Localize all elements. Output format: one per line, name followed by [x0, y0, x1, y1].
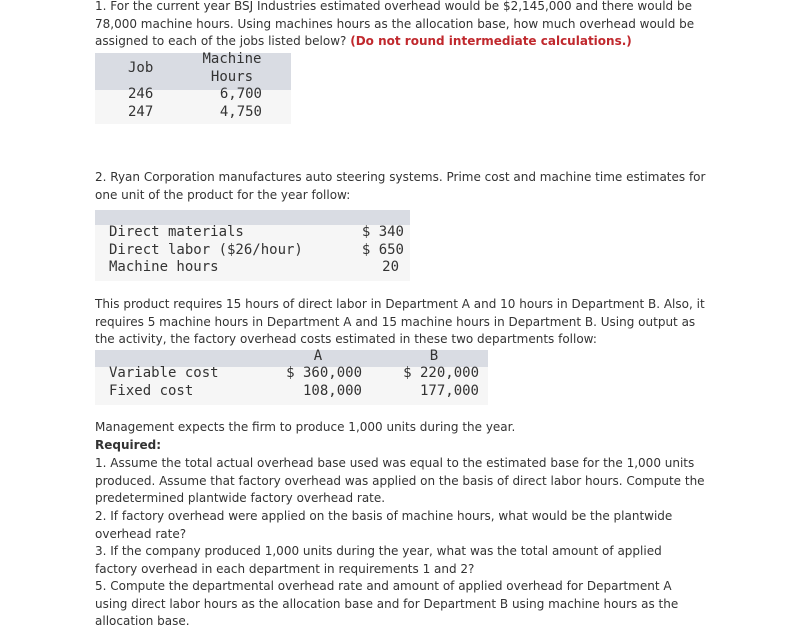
q1-col-hours-line1: Machine — [202, 51, 262, 67]
dept-row-b: 177,000 — [419, 383, 479, 399]
dept-row-a: 108,000 — [302, 383, 362, 399]
q1-col-job: Job — [128, 60, 154, 76]
q1-row-hours: 6,700 — [219, 86, 262, 102]
q2-intro: 2. Ryan Corporation manufactures auto steering systems. Prime cost and machine time estimates for one unit of the product for the year follow: — [95, 170, 706, 202]
dept-row-a: $ 360,000 — [286, 365, 362, 381]
required-heading: Required: — [95, 438, 162, 452]
q2-dept-text: This product requires 15 hours of direct labor in Department A and 10 hours in Department B. Also, it requires 5 machine hours in Department A and 15 machine hours in Department B. Using output as the activity, the factory overhead costs estimated in these two departments follow: — [95, 297, 705, 347]
q1-col-hours-line2: Hours — [210, 69, 254, 85]
q1-text — [95, 0, 715, 51]
cost-row-label: Direct materials — [109, 224, 244, 240]
cost-row-label: Direct labor ($26/hour) — [109, 242, 303, 258]
q1-row-job: 247 — [128, 104, 154, 120]
requirement-2: 2. If factory overhead were applied on the basis of machine hours, what would be the plantwide overhead rate? — [95, 509, 673, 541]
q1-question: 1. For the current year BSJ Industries estimated overhead would be $2,145,000 and there would be 78,000 machine hours. Using machines hours as the allocation base, how much overhead would be assigned to each of the jobs listed below? — [95, 0, 695, 49]
q2-mgmt: Management expects the firm to produce 1,000 units during the year. — [95, 420, 516, 434]
dept-col-a: A — [313, 348, 323, 364]
q1-rounding-note: (Do not round intermediate calculations.) — [350, 34, 632, 49]
cost-row-value: $ 340 — [361, 224, 404, 240]
cost-row-label: Machine hours — [109, 259, 219, 275]
requirement-5: 5. Compute the departmental overhead rate and amount of applied overhead for Department A using direct labor hours as the allocation base and for Department B using machine hours as the allocation base. — [95, 579, 679, 629]
q1-row-hours: 4,750 — [219, 104, 262, 120]
q1-row-job: 246 — [128, 86, 154, 102]
cost-row-value: $ 650 — [361, 242, 404, 258]
requirement-1: 1. Assume the total actual overhead base used was equal to the estimated base for the 1,000 units produced. Assume that factory overhead was applied on the basis of direct labor hours. Compute the predetermined plantwide factory overhead rate. — [95, 456, 705, 506]
cost-row-value: 20 — [382, 259, 399, 275]
q2-cost-table-header-bg — [95, 210, 410, 225]
dept-row-b: $ 220,000 — [403, 365, 479, 381]
requirement-3: 3. If the company produced 1,000 units during the year, what was the total amount of applied factory overhead in each department in requirements 1 and 2? — [95, 544, 662, 576]
dept-row-label: Fixed cost — [109, 383, 194, 399]
dept-col-b: B — [429, 348, 439, 364]
dept-row-label: Variable cost — [109, 365, 219, 381]
